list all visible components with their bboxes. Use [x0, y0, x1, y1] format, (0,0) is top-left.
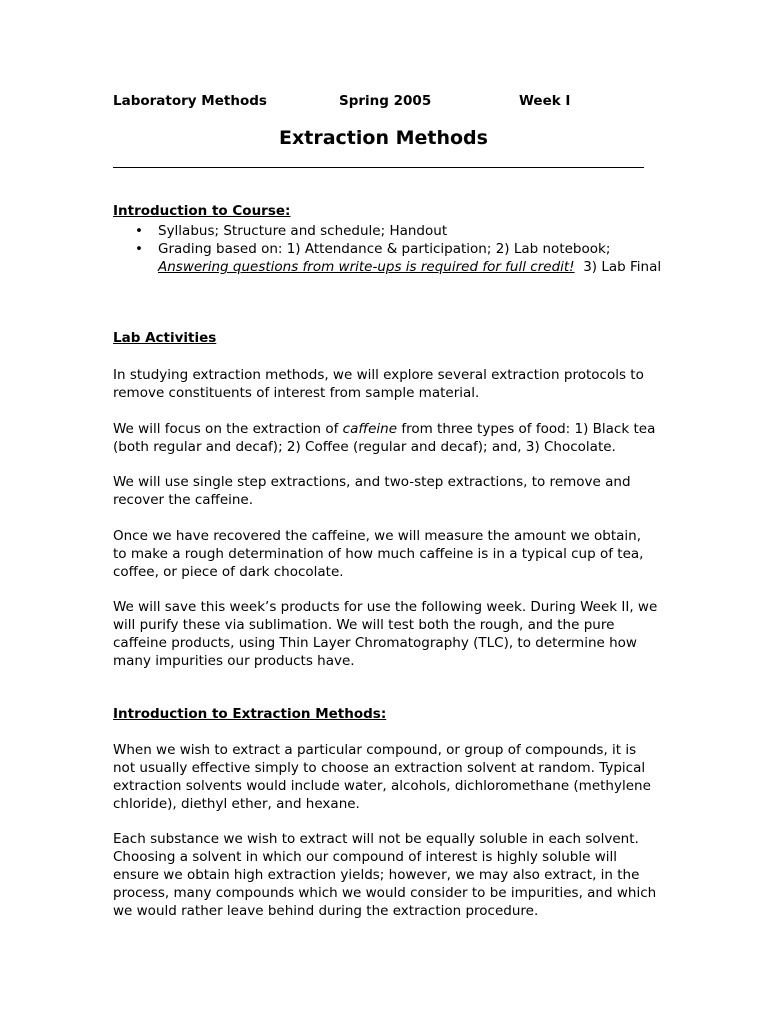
lab-activities-paragraph-3: We will use single step extractions, and two-step extractions, to remove and recover the caffeine.	[113, 474, 631, 508]
paragraph-text: from three types of food: 1) Black tea (both regular and decaf); 2) Coffee (regular and decaf); and, 3) Chocolate.	[113, 421, 656, 455]
document-header	[113, 93, 673, 113]
bullet-icon: •	[135, 223, 143, 239]
list-item	[113, 222, 673, 240]
lab-activities-paragraph-2	[113, 420, 658, 456]
intro-course-list	[113, 222, 673, 276]
week-label: Week I	[519, 93, 571, 109]
intro-extraction-paragraph-1: When we wish to extract a particular compound, or group of compounds, it is not usually effective simply to choose an extraction solvent at random. Typical extraction solvents would include water, alcohols, dichloromethane (methylene chloride), diethyl ether, and hexane.	[113, 742, 651, 812]
bullet-emphasis: Answering questions from write-ups is required for full credit!	[158, 259, 575, 275]
intro-course-heading: Introduction to Course:	[113, 203, 291, 219]
intro-extraction-paragraph-2: Each substance we wish to extract will not be equally soluble in each solvent. Choosing a solvent in which our compound of interest is highly soluble will ensure we obtain high extraction yields; however, we may also extract, in the process, many compounds which we would consider to be impurities, and which we would rather leave behind during the extraction procedure.	[113, 831, 657, 919]
bullet-icon: •	[135, 241, 143, 257]
bullet-tail: 3) Lab Final	[583, 259, 662, 275]
lab-activities-heading: Lab Activities	[113, 330, 217, 346]
list-item	[113, 240, 673, 276]
intro-extraction-heading: Introduction to Extraction Methods:	[113, 706, 387, 722]
document-title: Extraction Methods	[279, 127, 488, 149]
bullet-text: Grading based on: 1) Attendance & participation; 2) Lab notebook;	[158, 241, 611, 257]
title-divider	[113, 167, 644, 168]
paragraph-emphasis: caffeine	[342, 421, 398, 437]
lab-activities-paragraph-4: Once we have recovered the caffeine, we will measure the amount we obtain, to make a rough determination of how much caffeine is in a typical cup of tea, coffee, or piece of dark chocolate.	[113, 528, 644, 580]
lab-activities-paragraph-5: We will save this week’s products for use the following week. During Week II, we will purify these via sublimation. We will test both the rough, and the pure caffeine products, using Thin Layer Chromatography (TLC), to determine how many impurities our products have.	[113, 599, 658, 669]
paragraph-text: We will focus on the extraction of	[113, 421, 343, 437]
bullet-text: Syllabus; Structure and schedule; Handout	[158, 223, 448, 239]
term-label: Spring 2005	[339, 93, 432, 109]
lab-activities-paragraph-1: In studying extraction methods, we will explore several extraction protocols to remove constituents of interest from sample material.	[113, 367, 644, 401]
course-name: Laboratory Methods	[113, 93, 267, 109]
